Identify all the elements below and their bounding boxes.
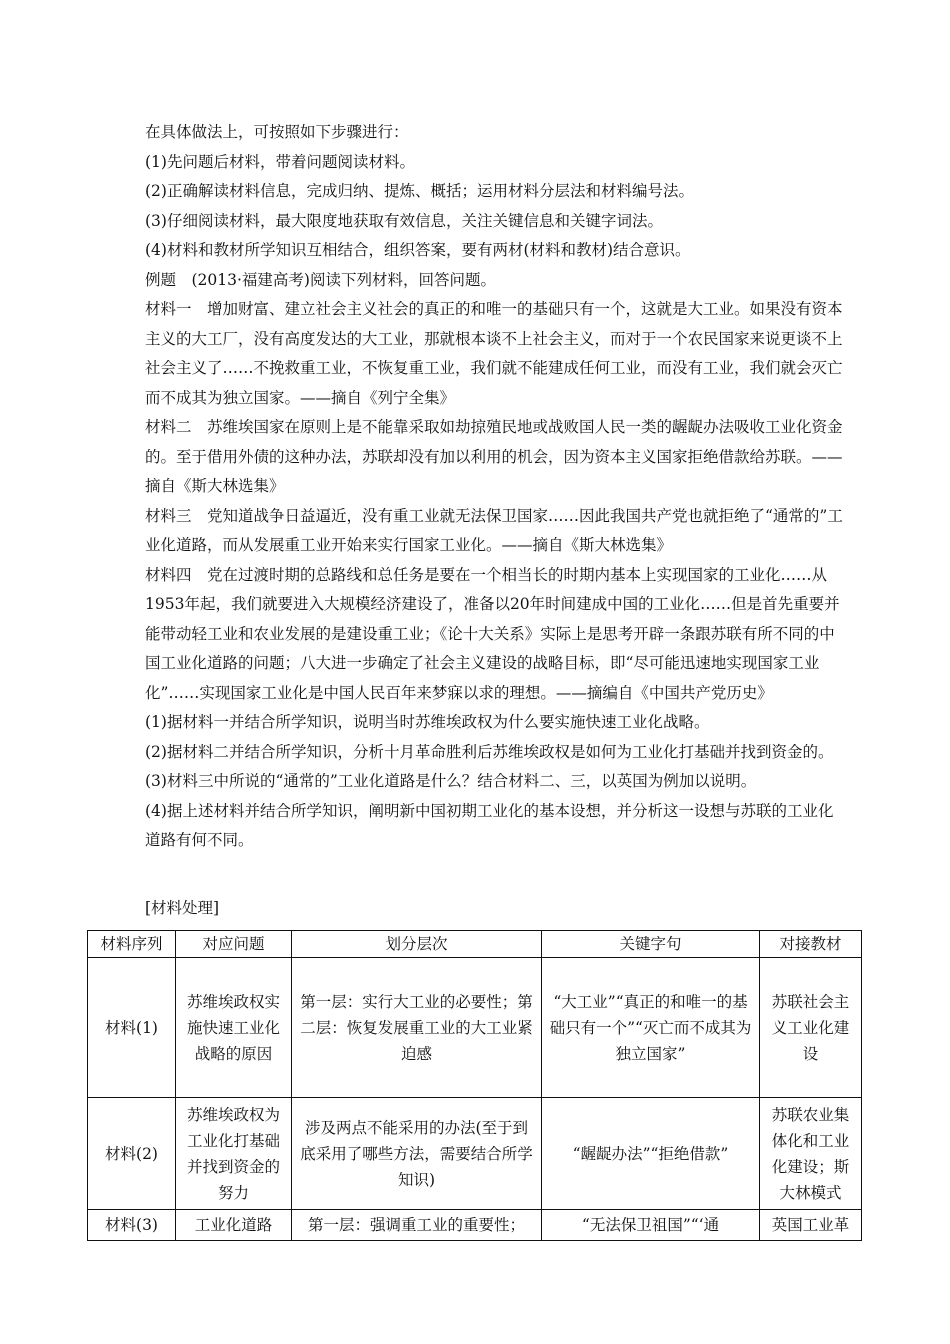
table-cell: “大工业”“真正的和唯一的基础只有一个”“灭亡而不成其为独立国家” <box>542 958 760 1098</box>
material-4: 材料四 党在过渡时期的总路线和总任务是要在一个相当长的时期内基本上实现国家的工业化……从1953年起，我们就要进入大规模经济建设了，准备以20年时间建成中国的工业化……但是首先重要并能带动轻工业和农业发展的是建设重工业；《论十大关系》实际上是思考开辟一条跟苏联有所不同的中国工业化道路的问题；八大进一步确定了社会主义建设的战略目标，即“尽可能迅速地实现国家工业化”……实现国家工业化是中国人民百年来梦寐以求的理想。——摘编自《中国共产党历史》 <box>145 565 840 702</box>
step-2: (2)正确解读材料信息，完成归纳、提炼、概括；运用材料分层法和材料编号法。 <box>145 182 694 200</box>
material-1: 材料一 增加财富、建立社会主义社会的真正的和唯一的基础只有一个，这就是大工业。如果没有资本主义的大工厂，没有高度发达的大工业，那就根本谈不上社会主义，而对于一个农民国家来说更谈不上社会主义了……不挽救重工业，不恢复重工业，我们就不能建成任何工业，而没有工业，我们就会灭亡而不成其为独立国家。——摘自《列宁全集》 <box>145 300 843 407</box>
table-cell: “无法保卫祖国”“‘通 <box>542 1210 760 1241</box>
table-label: [材料处理] <box>145 899 220 917</box>
question-3: (3)材料三中所说的“通常的”工业化道路是什么？结合材料二、三，以英国为例加以说明。 <box>145 772 757 790</box>
material-table <box>87 930 862 1241</box>
example-heading: 例题 (2013·福建高考)阅读下列材料，回答问题。 <box>145 270 496 289</box>
intro-line: 在具体做法上，可按照如下步骤进行： <box>145 123 409 141</box>
table-cell: 材料(1) <box>88 958 176 1098</box>
question-4: (4)据上述材料并结合所学知识，阐明新中国初期工业化的基本设想，并分析这一设想与苏联的工业化道路有何不同。 <box>145 801 834 849</box>
question-1: (1)据材料一并结合所学知识，说明当时苏维埃政权为什么要实施快速工业化战略。 <box>145 713 710 731</box>
table-cell: 材料(3) <box>88 1210 176 1241</box>
document-body <box>145 118 845 856</box>
table-cell: 工业化道路 <box>176 1210 292 1241</box>
material-3: 材料三 党知道战争日益逼近，没有重工业就无法保卫国家……因此我国共产党也就拒绝了“通常的”工业化道路，而从发展重工业开始来实行国家工业化。——摘自《斯大林选集》 <box>145 506 843 554</box>
table-header: 材料序列 <box>88 931 176 958</box>
table-header-row <box>88 931 862 958</box>
step-1: (1)先问题后材料，带着问题阅读材料。 <box>145 152 415 171</box>
table-cell: 苏维埃政权实施快速工业化战略的原因 <box>176 958 292 1098</box>
step-3: (3)仔细阅读材料，最大限度地获取有效信息，关注关键信息和关键字词法。 <box>145 211 663 230</box>
table-cell: 苏联农业集体化和工业化建设；斯大林模式 <box>760 1098 862 1210</box>
table-row <box>88 958 862 1098</box>
table-cell: 第一层：强调重工业的重要性； <box>292 1210 542 1241</box>
table-header: 关键字句 <box>542 931 760 958</box>
table-cell: 涉及两点不能采用的办法(至于到底采用了哪些方法，需要结合所学知识) <box>292 1098 542 1210</box>
table-cell: 英国工业革 <box>760 1210 862 1241</box>
table-cell: 第一层：实行大工业的必要性；第二层：恢复发展重工业的大工业紧迫感 <box>292 958 542 1098</box>
table-cell: “龌龊办法”“拒绝借款” <box>542 1098 760 1210</box>
table-header: 对接教材 <box>760 931 862 958</box>
materials <box>145 295 845 708</box>
step-4: (4)材料和教材所学知识互相结合，组织答案，要有两材(材料和教材)结合意识。 <box>145 241 691 259</box>
table-row <box>88 1098 862 1210</box>
table-header: 对应问题 <box>176 931 292 958</box>
table-row <box>88 1210 862 1241</box>
table-header: 划分层次 <box>292 931 542 958</box>
table-cell: 苏联社会主义工业化建设 <box>760 958 862 1098</box>
question-2: (2)据材料二并结合所学知识，分析十月革命胜利后苏维埃政权是如何为工业化打基础并找到资金的。 <box>145 742 834 761</box>
table-cell: 苏维埃政权为工业化打基础并找到资金的努力 <box>176 1098 292 1210</box>
material-2: 材料二 苏维埃国家在原则上是不能靠采取如劫掠殖民地或战败国人民一类的龌龊办法吸收工业化资金的。至于借用外债的这种办法，苏联却没有加以利用的机会，因为资本主义国家拒绝借款给苏联。——摘自《斯大林选集》 <box>145 418 843 495</box>
table-cell: 材料(2) <box>88 1098 176 1210</box>
